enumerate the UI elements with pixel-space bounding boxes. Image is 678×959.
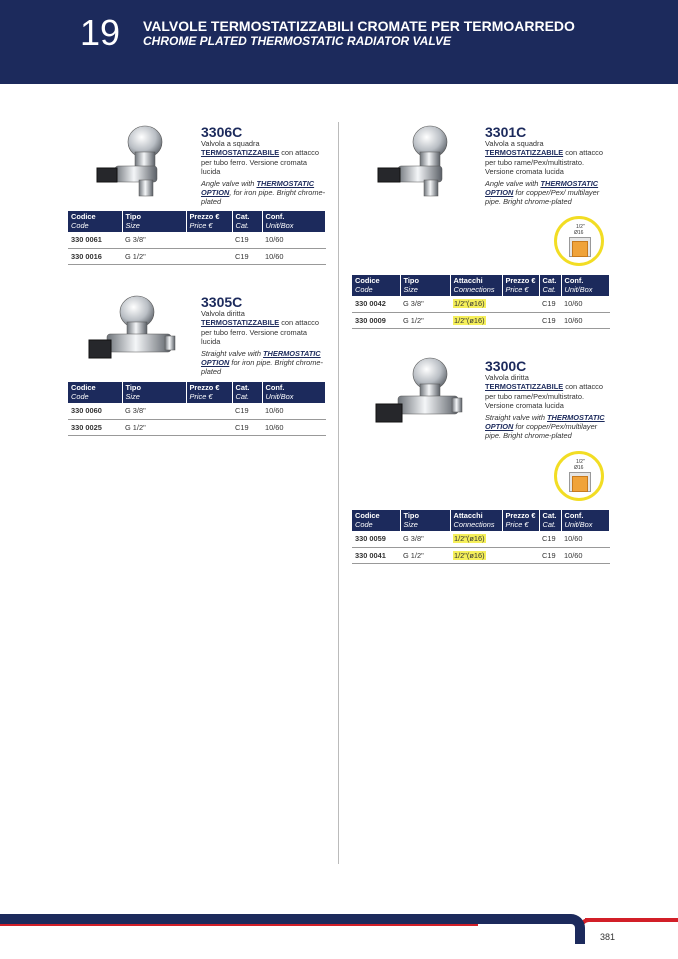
cell-cat: C19	[539, 312, 561, 328]
desc-it-text: Valvola diritta	[485, 373, 529, 382]
column-divider	[338, 122, 339, 864]
cell-box: 10/60	[561, 547, 610, 563]
desc-en-text: for copper/Pex/ multilayer pipe. Bright chrome-plated	[485, 188, 600, 207]
cell-cat: C19	[232, 419, 262, 435]
cell-code: 330 0061	[68, 232, 122, 248]
product-table	[68, 382, 326, 436]
page-title: VALVOLE TERMOSTATIZZABILI CROMATE PER TERMOARREDO	[143, 18, 575, 34]
cell-price	[502, 312, 539, 328]
col-connections: Attacchi Connections	[450, 275, 502, 296]
badge-size-label: 1/2"	[576, 224, 585, 230]
cell-price	[186, 403, 232, 419]
desc-en-text: Angle valve with	[485, 178, 541, 188]
product-table	[68, 211, 326, 265]
badge-size-label: 1/2"	[576, 459, 585, 465]
product-code: 3305C	[201, 294, 243, 310]
cell-box: 10/60	[262, 232, 326, 248]
cell-cat: C19	[539, 296, 561, 312]
cell-price	[186, 248, 232, 264]
cell-price	[502, 296, 539, 312]
cell-size: G 3/8"	[122, 232, 186, 248]
table-row	[352, 547, 610, 563]
col-size: Tipo Size	[122, 382, 186, 403]
badge-diameter-label: Ø16	[574, 230, 584, 236]
col-price: Prezzo € Price €	[186, 382, 232, 403]
desc-it-text: con attacco per tubo ferro. Versione cromata lucida	[201, 148, 319, 177]
table-row	[352, 531, 610, 547]
col-connections: Attacchi Connections	[450, 510, 502, 531]
highlighted-connection: 1/2"(ø16)	[454, 534, 485, 544]
cell-code: 330 0025	[68, 419, 122, 435]
cell-price	[186, 419, 232, 435]
table-row	[352, 296, 610, 312]
desc-en-text: Straight valve with	[485, 412, 548, 422]
table-row	[68, 232, 326, 248]
cell-code: 330 0059	[352, 531, 400, 547]
cell-size: G 1/2"	[400, 547, 450, 563]
col-cat: Cat. Cat.	[539, 275, 561, 296]
col-code: Codice Code	[352, 275, 400, 296]
cell-code: 330 0009	[352, 312, 400, 328]
cell-code: 330 0041	[352, 547, 400, 563]
desc-keyword: THERMOSTATIC OPTION	[201, 348, 321, 368]
col-code: Codice Code	[68, 382, 122, 403]
col-price: Prezzo € Price €	[186, 211, 232, 232]
col-price: Prezzo € Price €	[502, 510, 539, 531]
col-size: Tipo Size	[400, 510, 450, 531]
cell-size: G 1/2"	[122, 248, 186, 264]
desc-keyword: TERMOSTATIZZABILE	[485, 148, 564, 158]
table-row	[352, 312, 610, 328]
brand-hook-blue	[555, 914, 585, 944]
page-header	[0, 0, 678, 84]
col-box: Conf. Unit/Box	[262, 382, 326, 403]
cell-cat: C19	[232, 248, 262, 264]
table-row	[68, 248, 326, 264]
desc-keyword: TERMOSTATIZZABILE	[201, 148, 280, 158]
cell-price	[502, 547, 539, 563]
connection-badge	[554, 451, 604, 501]
col-price: Prezzo € Price €	[502, 275, 539, 296]
desc-en-text: Straight valve with	[201, 348, 264, 358]
cell-connections	[450, 296, 502, 312]
col-code: Codice Code	[352, 510, 400, 531]
highlighted-connection: 1/2"(ø16)	[454, 550, 485, 560]
desc-it-text: Valvola a squadra	[201, 139, 260, 148]
cell-box: 10/60	[561, 312, 610, 328]
col-size: Tipo Size	[122, 211, 186, 232]
desc-keyword: TERMOSTATIZZABILE	[201, 318, 280, 328]
desc-keyword: THERMOSTATIC OPTION	[201, 178, 315, 198]
col-cat: Cat. Cat.	[232, 211, 262, 232]
page-subtitle: CHROME PLATED THERMOSTATIC RADIATOR VALVE	[143, 34, 451, 48]
cell-size: G 3/8"	[400, 531, 450, 547]
desc-it-text: con attacco per tubo rame/Pex/multistrato. Versione cromata lucida	[485, 148, 603, 177]
product-table	[352, 510, 610, 564]
col-box: Conf. Unit/Box	[561, 275, 610, 296]
cell-price	[502, 531, 539, 547]
cell-size: G 1/2"	[400, 312, 450, 328]
pipe-icon	[572, 476, 588, 492]
col-cat: Cat. Cat.	[232, 382, 262, 403]
cell-box: 10/60	[262, 403, 326, 419]
brand-line-red	[585, 918, 678, 922]
cell-code: 330 0016	[68, 248, 122, 264]
footer-accent-line	[0, 924, 478, 926]
desc-keyword: THERMOSTATIC OPTION	[485, 178, 599, 198]
col-box: Conf. Unit/Box	[561, 510, 610, 531]
cell-box: 10/60	[561, 296, 610, 312]
product-code: 3301C	[485, 124, 527, 140]
cell-size: G 1/2"	[122, 419, 186, 435]
product-description	[201, 139, 326, 207]
brand-logo: TIEMME	[479, 911, 544, 928]
col-cat: Cat. Cat.	[539, 510, 561, 531]
desc-it-text: con attacco per tubo ferro. Versione cromata lucida	[201, 318, 319, 347]
product-description	[485, 373, 610, 441]
cell-box: 10/60	[262, 419, 326, 435]
pipe-icon	[572, 241, 588, 257]
product-description	[485, 139, 610, 207]
cell-cat: C19	[539, 531, 561, 547]
page-number: 381	[600, 932, 616, 942]
desc-it-text: con attacco per tubo rame/Pex/multistrato. Versione cromata lucida	[485, 382, 603, 411]
product-table	[352, 275, 610, 329]
straight-valve-image	[368, 354, 468, 434]
desc-it-text: Valvola diritta	[201, 309, 245, 318]
desc-en-text: for copper/Pex/multilayer pipe. Bright chrome-plated	[485, 422, 598, 441]
cell-code: 330 0060	[68, 403, 122, 419]
chapter-number: 19	[80, 12, 121, 53]
desc-en-text: for iron pipe. Bright chrome-plated	[201, 358, 323, 377]
angle-valve-image	[368, 122, 468, 202]
cell-connections	[450, 547, 502, 563]
product-code: 3300C	[485, 358, 527, 374]
cell-connections	[450, 531, 502, 547]
cell-cat: C19	[232, 403, 262, 419]
badge-diameter-label: Ø16	[574, 465, 584, 471]
desc-keyword: THERMOSTATIC OPTION	[485, 412, 605, 432]
highlighted-connection: 1/2"(ø16)	[454, 299, 485, 309]
straight-valve-image	[85, 292, 185, 372]
col-box: Conf. Unit/Box	[262, 211, 326, 232]
col-size: Tipo Size	[400, 275, 450, 296]
angle-valve-image	[85, 122, 185, 202]
highlighted-connection: 1/2"(ø16)	[454, 315, 485, 325]
cell-cat: C19	[539, 547, 561, 563]
connection-badge	[554, 216, 604, 266]
table-row	[68, 403, 326, 419]
desc-en-text: , for iron pipe. Bright chrome-plated	[201, 188, 326, 207]
desc-en-text: Angle valve with	[201, 178, 257, 188]
col-code: Codice Code	[68, 211, 122, 232]
desc-it-text: Valvola a squadra	[485, 139, 544, 148]
cell-size: G 3/8"	[122, 403, 186, 419]
product-description	[201, 309, 326, 377]
cell-box: 10/60	[262, 248, 326, 264]
cell-price	[186, 232, 232, 248]
cell-box: 10/60	[561, 531, 610, 547]
cell-size: G 3/8"	[400, 296, 450, 312]
cell-cat: C19	[232, 232, 262, 248]
cell-code: 330 0042	[352, 296, 400, 312]
product-code: 3306C	[201, 124, 243, 140]
table-row	[68, 419, 326, 435]
footer-bar	[0, 914, 555, 924]
desc-keyword: TERMOSTATIZZABILE	[485, 382, 564, 392]
cell-connections	[450, 312, 502, 328]
